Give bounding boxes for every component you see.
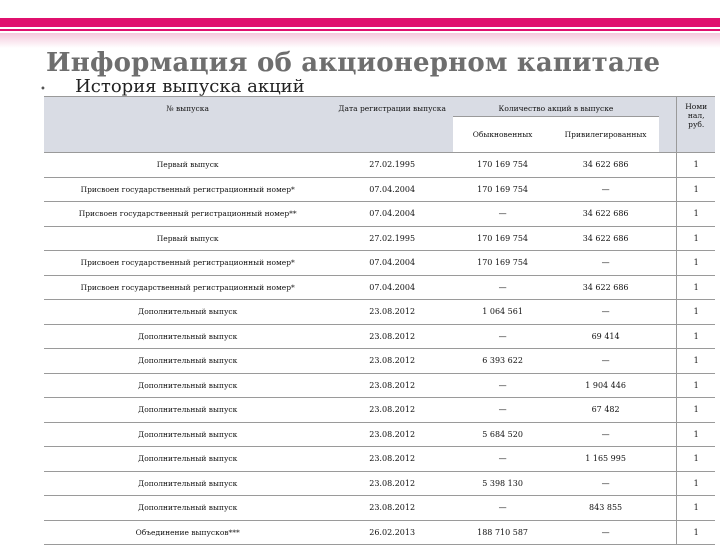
cell-gap	[659, 471, 677, 496]
cell-date: 23.08.2012	[331, 422, 453, 447]
cell-ordinary: —	[453, 496, 552, 521]
cell-gap	[659, 447, 677, 472]
table-row	[44, 202, 715, 227]
bullet-icon: •	[40, 84, 46, 95]
cell-gap	[659, 251, 677, 276]
cell-issue: Первый выпуск	[44, 153, 331, 178]
cell-preferred: 1 904 446	[552, 373, 659, 398]
cell-gap	[659, 349, 677, 374]
cell-ordinary: —	[453, 447, 552, 472]
cell-date: 26.02.2013	[331, 520, 453, 545]
cell-gap	[659, 300, 677, 325]
table-row	[44, 300, 715, 325]
table-row	[44, 226, 715, 251]
cell-nominal: 1	[677, 373, 715, 398]
table-row	[44, 520, 715, 545]
cell-issue: Дополнительный выпуск	[44, 496, 331, 521]
col-header-issue: № выпуска	[44, 97, 331, 153]
cell-nominal: 1	[677, 324, 715, 349]
cell-issue: Дополнительный выпуск	[44, 447, 331, 472]
cell-gap	[659, 520, 677, 545]
cell-preferred: 34 622 686	[552, 275, 659, 300]
cell-date: 23.08.2012	[331, 447, 453, 472]
col-header-shares-count: Количество акций в выпуске	[453, 97, 659, 117]
cell-preferred: —	[552, 251, 659, 276]
col-header-preferred: Привилегированных	[552, 117, 659, 153]
col-header-nominal: Номи нал, руб.	[677, 97, 715, 153]
cell-date: 23.08.2012	[331, 471, 453, 496]
cell-preferred: —	[552, 471, 659, 496]
cell-issue: Присвоен государственный регистрационный номер**	[44, 202, 331, 227]
cell-preferred: —	[552, 520, 659, 545]
accent-line	[0, 29, 720, 31]
cell-date: 27.02.1995	[331, 153, 453, 178]
cell-preferred: —	[552, 422, 659, 447]
cell-ordinary: 5 684 520	[453, 422, 552, 447]
table-row	[44, 373, 715, 398]
cell-issue: Дополнительный выпуск	[44, 324, 331, 349]
cell-ordinary: —	[453, 398, 552, 423]
cell-issue: Дополнительный выпуск	[44, 373, 331, 398]
cell-gap	[659, 422, 677, 447]
cell-date: 07.04.2004	[331, 251, 453, 276]
cell-nominal: 1	[677, 349, 715, 374]
cell-preferred: —	[552, 177, 659, 202]
cell-nominal: 1	[677, 496, 715, 521]
cell-ordinary: 188 710 587	[453, 520, 552, 545]
page-title: Информация об акционерном капитале	[46, 48, 661, 78]
cell-ordinary: 5 398 130	[453, 471, 552, 496]
table-row	[44, 422, 715, 447]
cell-preferred: 34 622 686	[552, 226, 659, 251]
cell-date: 23.08.2012	[331, 300, 453, 325]
cell-gap	[659, 177, 677, 202]
cell-issue: Дополнительный выпуск	[44, 349, 331, 374]
cell-preferred: —	[552, 300, 659, 325]
cell-preferred: 67 482	[552, 398, 659, 423]
cell-date: 23.08.2012	[331, 398, 453, 423]
subtitle-row	[40, 76, 305, 97]
col-header-ordinary: Обыкновенных	[453, 117, 552, 153]
table-row	[44, 153, 715, 178]
cell-gap	[659, 202, 677, 227]
cell-nominal: 1	[677, 275, 715, 300]
cell-ordinary: —	[453, 324, 552, 349]
cell-issue: Первый выпуск	[44, 226, 331, 251]
table-row	[44, 398, 715, 423]
share-issue-table	[44, 96, 715, 545]
table-row	[44, 496, 715, 521]
cell-date: 27.02.1995	[331, 226, 453, 251]
cell-ordinary: 1 064 561	[453, 300, 552, 325]
cell-ordinary: 170 169 754	[453, 251, 552, 276]
cell-date: 23.08.2012	[331, 349, 453, 374]
cell-date: 23.08.2012	[331, 324, 453, 349]
cell-ordinary: —	[453, 202, 552, 227]
cell-nominal: 1	[677, 153, 715, 178]
cell-date: 23.08.2012	[331, 373, 453, 398]
table-row	[44, 251, 715, 276]
table-row	[44, 324, 715, 349]
cell-preferred: 843 855	[552, 496, 659, 521]
cell-ordinary: 170 169 754	[453, 177, 552, 202]
cell-issue: Объединение выпусков***	[44, 520, 331, 545]
cell-issue: Дополнительный выпуск	[44, 398, 331, 423]
table-row	[44, 177, 715, 202]
table-row	[44, 447, 715, 472]
cell-gap	[659, 496, 677, 521]
table-row	[44, 471, 715, 496]
cell-nominal: 1	[677, 422, 715, 447]
cell-gap	[659, 324, 677, 349]
cell-gap	[659, 226, 677, 251]
top-decoration-band	[0, 0, 720, 48]
cell-nominal: 1	[677, 300, 715, 325]
cell-ordinary: 170 169 754	[453, 226, 552, 251]
cell-date: 23.08.2012	[331, 496, 453, 521]
cell-ordinary: 6 393 622	[453, 349, 552, 374]
col-header-reg-date: Дата регистрации выпуска	[331, 97, 453, 153]
cell-nominal: 1	[677, 447, 715, 472]
cell-ordinary: —	[453, 275, 552, 300]
cell-nominal: 1	[677, 202, 715, 227]
cell-preferred: 34 622 686	[552, 202, 659, 227]
cell-nominal: 1	[677, 471, 715, 496]
table-row	[44, 275, 715, 300]
cell-preferred: 69 414	[552, 324, 659, 349]
cell-gap	[659, 398, 677, 423]
cell-date: 07.04.2004	[331, 202, 453, 227]
cell-gap	[659, 275, 677, 300]
col-gap	[659, 97, 677, 153]
cell-preferred: 1 165 995	[552, 447, 659, 472]
cell-gap	[659, 153, 677, 178]
cell-nominal: 1	[677, 177, 715, 202]
fade-bar	[0, 33, 720, 48]
cell-issue: Присвоен государственный регистрационный номер*	[44, 177, 331, 202]
cell-preferred: 34 622 686	[552, 153, 659, 178]
cell-gap	[659, 373, 677, 398]
cell-nominal: 1	[677, 520, 715, 545]
cell-ordinary: 170 169 754	[453, 153, 552, 178]
page-subtitle: История выпуска акций	[75, 76, 305, 97]
cell-issue: Присвоен государственный регистрационный номер*	[44, 251, 331, 276]
cell-date: 07.04.2004	[331, 177, 453, 202]
cell-issue: Дополнительный выпуск	[44, 422, 331, 447]
cell-issue: Дополнительный выпуск	[44, 300, 331, 325]
cell-ordinary: —	[453, 373, 552, 398]
cell-issue: Дополнительный выпуск	[44, 471, 331, 496]
cell-date: 07.04.2004	[331, 275, 453, 300]
table-row	[44, 349, 715, 374]
cell-nominal: 1	[677, 251, 715, 276]
cell-nominal: 1	[677, 226, 715, 251]
accent-stripe	[0, 18, 720, 27]
cell-preferred: —	[552, 349, 659, 374]
cell-issue: Присвоен государственный регистрационный номер*	[44, 275, 331, 300]
cell-nominal: 1	[677, 398, 715, 423]
